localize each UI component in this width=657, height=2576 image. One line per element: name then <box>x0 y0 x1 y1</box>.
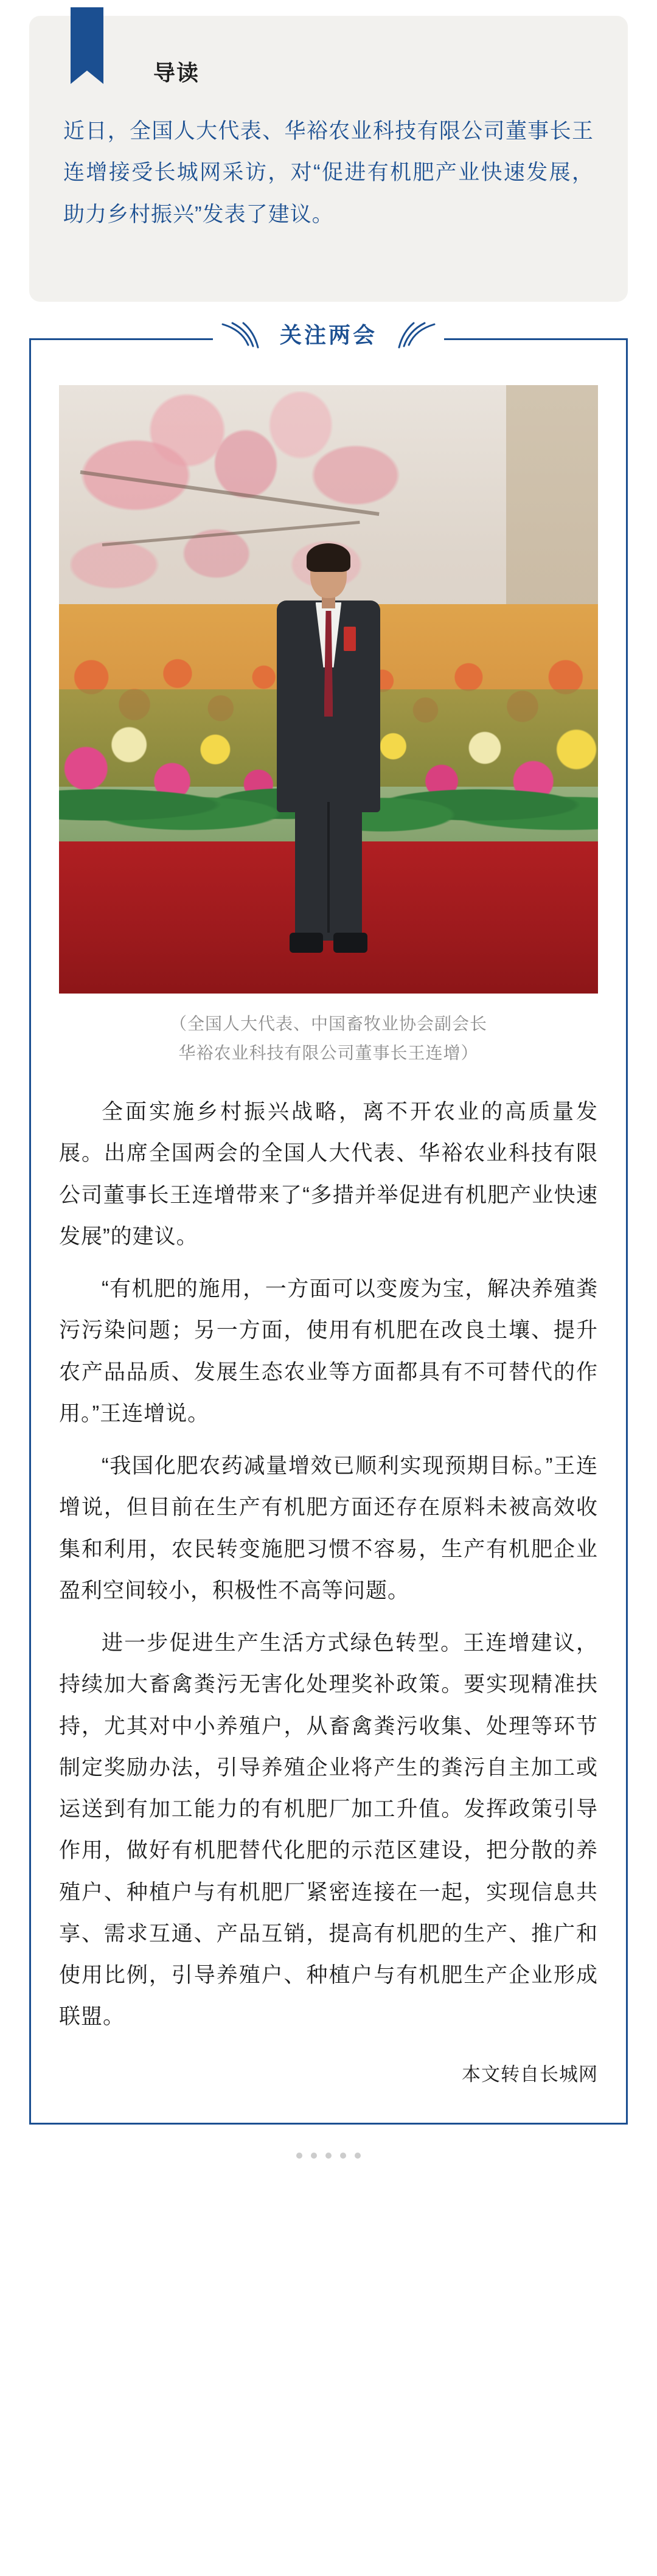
dot <box>311 2153 317 2159</box>
photo-caption <box>59 1009 598 1067</box>
article-frame <box>29 322 628 2125</box>
footer-dots <box>0 2153 657 2159</box>
article-body <box>59 1091 598 2038</box>
intro-card <box>29 16 628 302</box>
article-paragraph: 进一步促进生产生活方式绿色转型。王连增建议，持续加大畜禽粪污无害化处理奖补政策。要实现精准扶持，尤其对中小养殖户，从畜禽粪污收集、处理等环节制定奖励办法，引导养殖企业将产生的粪污自主加工或运送到有加工能力的有机肥厂加工升值。发挥政策引导作用，做好有机肥替代化肥的示范区建设，把分散的养殖户、种植户与有机肥厂紧密连接在一起，实现信息共享、需求互通、产品互销，提高有机肥的生产、推广和使用比例，引导养殖户、种植户与有机肥生产企业形成联盟。 <box>59 1631 598 2029</box>
laurel-right-icon <box>388 319 438 351</box>
article-page <box>0 16 657 2576</box>
article-paragraph: “有机肥的施用，一方面可以变废为宝，解决养殖粪污污染问题；另一方面，使用有机肥在改良土壤、提升农产品品质、发展生态农业等方面都具有不可替代的作用。”王连增说。 <box>59 1277 598 1426</box>
photo-person <box>264 549 394 957</box>
dot <box>355 2153 361 2159</box>
bookmark-icon <box>71 7 103 71</box>
intro-label: 导读 <box>153 60 200 85</box>
intro-text: 近日，全国人大代表、华裕农业科技有限公司董事长王连增接受长城网采访，对“促进有机肥产业快速发展，助力乡村振兴”发表了建议。 <box>63 119 594 226</box>
section-header <box>31 319 626 351</box>
article-photo <box>59 385 598 994</box>
dot <box>340 2153 346 2159</box>
dot <box>296 2153 302 2159</box>
photo-caption-line-1: （全国人大代表、中国畜牧业协会副会长 <box>169 1014 487 1033</box>
dot <box>325 2153 332 2159</box>
photo-caption-line-2: 华裕农业科技有限公司董事长王连增） <box>178 1043 479 1062</box>
article-paragraph: “我国化肥农药减量增效已顺利实现预期目标。”王连增说，但目前在生产有机肥方面还存在原料未被高效收集和利用，农民转变施肥习惯不容易，生产有机肥企业盈利空间较小，积极性不高等问题。 <box>59 1454 598 1603</box>
section-title: 关注两会 <box>279 322 377 347</box>
article-paragraph: 全面实施乡村振兴战略，离不开农业的高质量发展。出席全国两会的全国人大代表、华裕农业科技有限公司董事长王连增带来了“多措并举促进有机肥产业快速发展”的建议。 <box>59 1100 598 1248</box>
article-source: 本文转自长城网 <box>462 2063 598 2085</box>
laurel-left-icon <box>219 319 269 351</box>
photo-delegate-badge <box>344 627 355 651</box>
